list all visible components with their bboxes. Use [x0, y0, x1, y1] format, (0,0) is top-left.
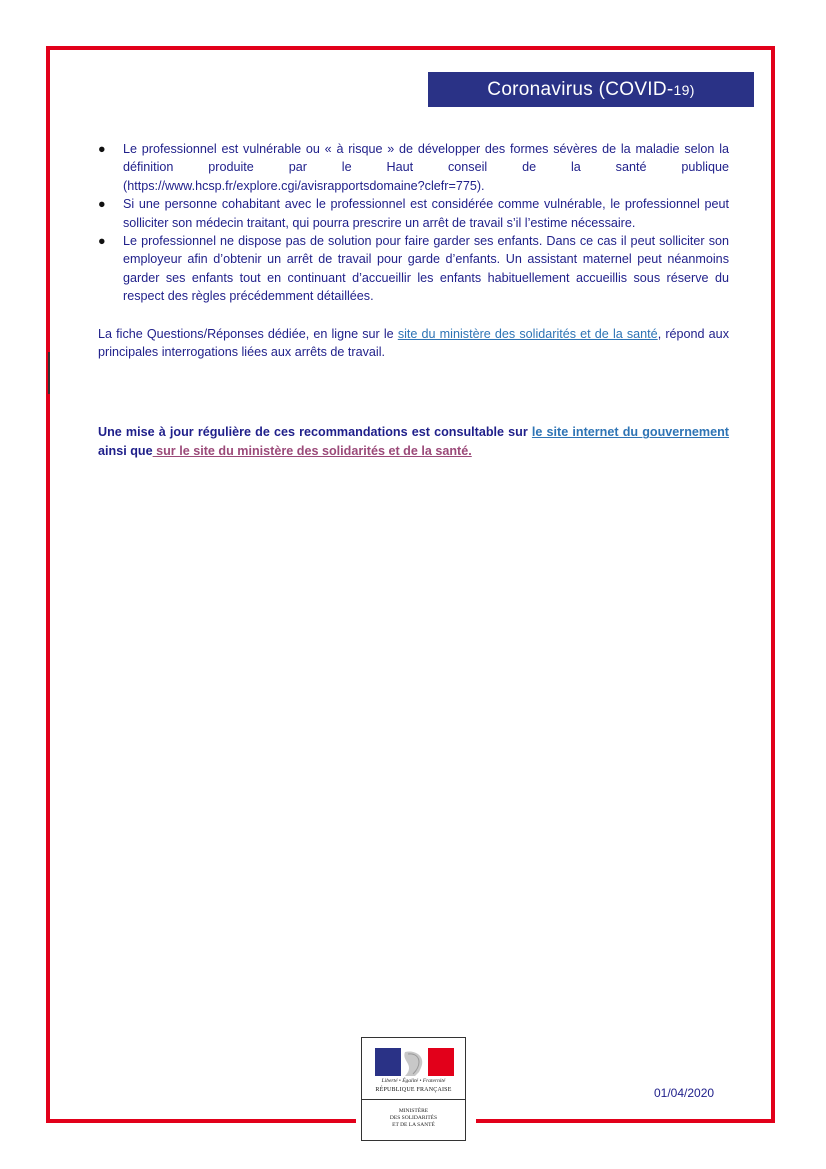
list-item	[98, 140, 729, 195]
header-title-suffix: 19)	[673, 81, 695, 98]
bullet-icon: ●	[98, 234, 106, 249]
faq-paragraph	[98, 325, 729, 362]
ministry-line: ET DE LA SANTÉ	[392, 1122, 435, 1128]
list-item-text: Si une personne cohabitant avec le professionnel est considérée comme vulnérable, le professionnel peut solliciter son médecin traitant, qui pourra prescrire un arrêt de travail s’il l’estime nécessaire.	[123, 197, 729, 230]
republic-motto: Liberté • Égalité • Fraternité	[381, 1078, 446, 1084]
ministry-line: DES SOLIDARITÉS	[389, 1115, 438, 1121]
faq-text-after: , répond aux principales interrogations liées aux arrêts de travail.	[98, 326, 729, 360]
government-site-link[interactable]: le site internet du gouvernement	[531, 425, 729, 440]
bullet-icon: ●	[98, 197, 106, 212]
ministry-name	[362, 1108, 465, 1129]
list-item-text: Le professionnel ne dispose pas de solution pour faire garder ses enfants. Dans ce cas il peut solliciter son employeur afin d’obtenir un arrêt de travail pour garde d’enfants. Un assistant maternel peut néanmoins garder ses enfants tout en continuant d’accueillir les enfants habituellement accueillis sous réserve du respect des règles précédemment détaillées.	[123, 234, 729, 304]
list-item	[98, 195, 729, 232]
faq-text-before: La fiche Questions/Réponses dédiée, en ligne sur le	[98, 326, 398, 341]
document-date: 01/04/2020	[654, 1086, 715, 1100]
ministry-site-link[interactable]: site du ministère des solidarités et de la santé	[397, 326, 658, 341]
header-title: Coronavirus (COVID-	[487, 78, 674, 100]
update-text-middle: ainsi que	[98, 443, 153, 458]
ministry-line: MINISTÈRE	[398, 1108, 429, 1114]
margin-mark	[48, 352, 50, 394]
bullet-list	[98, 140, 729, 306]
ministry-site-link-2[interactable]: sur le site du ministère des solidarités et de la santé.	[152, 443, 472, 458]
bullet-icon: ●	[98, 142, 106, 156]
logo-divider	[362, 1099, 465, 1100]
header-banner	[428, 72, 754, 107]
list-item-text: Le professionnel est vulnérable ou « à risque » de développer des formes sévères de la maladie selon la définition produite par le Haut conseil de la santé publique (https://www.hcsp.fr/explore.cgi/avisrapportsdomaine?clefr=775).	[123, 142, 729, 193]
ministry-logo	[361, 1037, 466, 1141]
update-text-before: Une mise à jour régulière de ces recommandations est consultable sur	[98, 425, 532, 440]
list-item	[98, 232, 729, 306]
marianne-flag-icon	[375, 1048, 454, 1076]
republic-name: RÉPUBLIQUE FRANÇAISE	[375, 1087, 452, 1093]
update-paragraph	[98, 423, 729, 460]
main-content	[98, 140, 729, 460]
